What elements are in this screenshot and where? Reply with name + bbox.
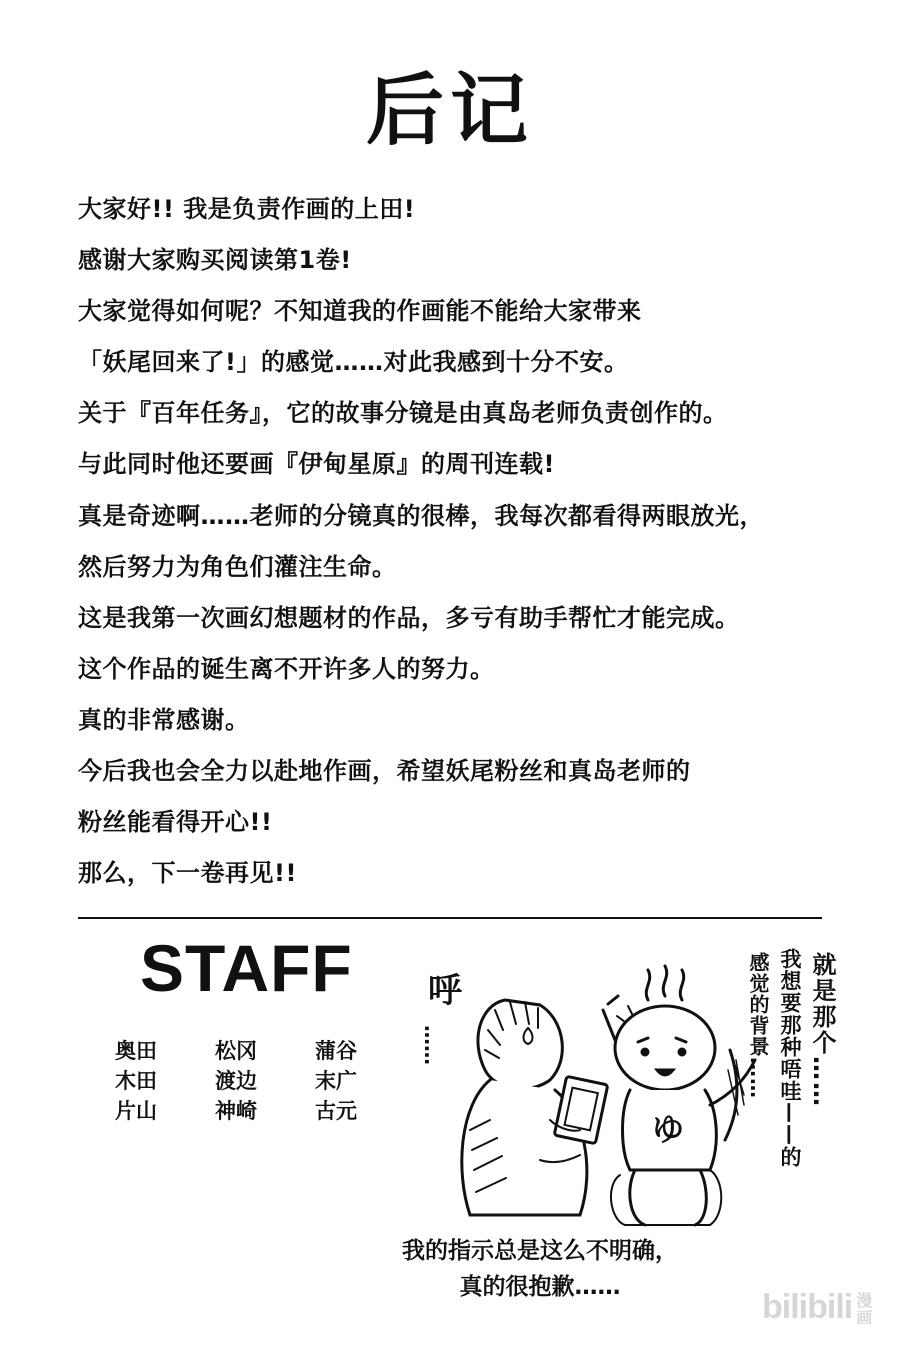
doodle-caption-line-1: 我的指示总是这么不明确， <box>402 1238 678 1264</box>
staff-name: 神崎 <box>215 1099 257 1123</box>
staff-name: 木田 <box>115 1069 157 1093</box>
doodle-caption-line-2: 真的很抱歉…… <box>459 1274 621 1300</box>
speech-text-3: 感觉的背景…… <box>746 952 770 1099</box>
body-line: 大家觉得如何呢？不知道我的作画能不能给大家带来 <box>78 297 642 326</box>
staff-name: 末广 <box>315 1069 357 1093</box>
body-line: 感谢大家购买阅读第1卷! <box>78 246 352 275</box>
speech-text-2: 我想要那种唔哇——的 <box>778 948 802 1168</box>
staff-name: 渡边 <box>215 1069 257 1093</box>
staff-name: 古元 <box>315 1099 357 1123</box>
body-line: 大家好!! 我是负责作画的上田! <box>78 195 416 223</box>
assistant-figure <box>462 1000 608 1215</box>
staff-heading: STAFF <box>140 931 353 1005</box>
author-figure <box>603 966 755 1225</box>
speech-text-1: 就是那个…… <box>808 952 836 1108</box>
body-line: 与此同时他还要画『伊甸星原』的周刊连载! <box>78 450 555 479</box>
watermark-brand: bilibili <box>762 1288 853 1326</box>
shirt-mark: ゆ <box>652 1110 685 1148</box>
body-line: 然后努力为角色们灌注生命。 <box>78 552 397 581</box>
sigh-text: 呼 <box>428 971 462 1011</box>
staff-name: 片山 <box>115 1099 157 1123</box>
watermark-sub: 漫画 <box>856 1291 872 1328</box>
body-line: 这个作品的诞生离不开许多人的努力。 <box>78 654 495 683</box>
body-line: 粉丝能看得开心!! <box>78 808 273 837</box>
body-line: 关于『百年任务』，它的故事分镜是由真岛老师负责创作的。 <box>78 399 728 428</box>
staff-name: 奥田 <box>115 1039 157 1063</box>
bilibili-manga-watermark <box>762 1288 874 1327</box>
sigh-dots: …… <box>420 1025 444 1065</box>
body-line: 那么，下一卷再见!! <box>78 859 297 888</box>
body-line: 「妖尾回来了!」的感觉……对此我感到十分不安。 <box>78 348 629 377</box>
afterword-body <box>78 192 858 907</box>
staff-name: 蒲谷 <box>315 1039 357 1063</box>
author-doodle-illustration <box>410 930 870 1260</box>
staff-name: 松冈 <box>215 1039 257 1063</box>
body-line: 真是奇迹啊……老师的分镜真的很棒，我每次都看得两眼放光， <box>78 501 764 530</box>
page-title: 后记 <box>365 66 534 156</box>
body-line: 今后我也会全力以赴地作画，希望妖尾粉丝和真岛老师的 <box>78 757 691 786</box>
section-divider <box>78 917 822 919</box>
body-line: 真的非常感谢。 <box>78 705 250 734</box>
staff-list <box>115 1038 415 1124</box>
body-line: 这是我第一次画幻想题材的作品，多亏有助手帮忙才能完成。 <box>78 603 740 632</box>
